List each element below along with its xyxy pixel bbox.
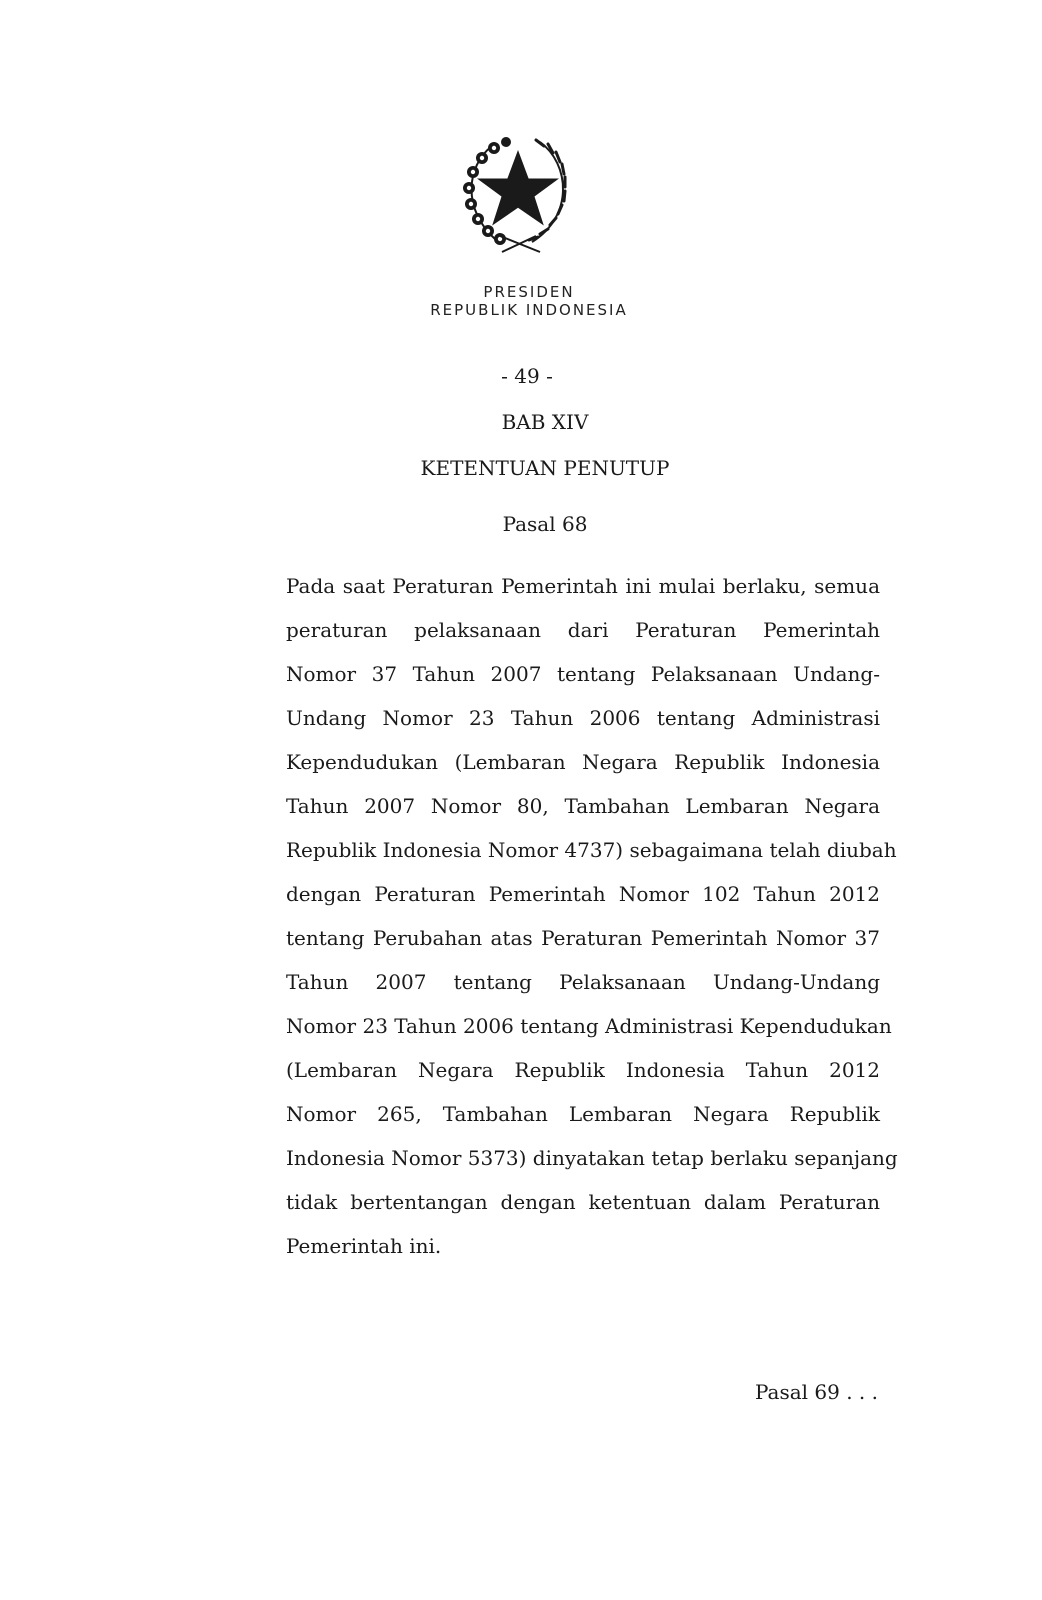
header-country: REPUBLIK INDONESIA [430, 301, 628, 319]
body-line: (Lembaran Negara Republik Indonesia Tahun 2012 [286, 1058, 880, 1082]
body-line: Nomor 23 Tahun 2006 tentang Administrasi Kependudukan [286, 1014, 892, 1038]
chapter-title: KETENTUAN PENUTUP [420, 456, 670, 480]
header-office: PRESIDEN [483, 283, 575, 301]
body-line-last: Pemerintah ini. [286, 1234, 442, 1258]
body-line: Tahun 2007 Nomor 80, Tambahan Lembaran Negara [286, 794, 880, 818]
body-line: peraturan pelaksanaan dari Peraturan Pemerintah [286, 618, 880, 642]
chapter-number: BAB XIV [501, 410, 589, 434]
body-line: Nomor 37 Tahun 2007 tentang Pelaksanaan Undang- [286, 662, 880, 686]
article-title: Pasal 68 [502, 512, 588, 536]
body-line: Undang Nomor 23 Tahun 2006 tentang Administrasi [286, 706, 880, 730]
body-line: Republik Indonesia Nomor 4737) sebagaimana telah diubah [286, 838, 897, 862]
article-body [286, 568, 898, 1272]
body-line: Nomor 265, Tambahan Lembaran Negara Republik [286, 1102, 880, 1126]
body-line: Pada saat Peraturan Pemerintah ini mulai berlaku, semua [286, 574, 880, 598]
body-line: tentang Perubahan atas Peraturan Pemerintah Nomor 37 [286, 926, 880, 950]
body-line: tidak bertentangan dengan ketentuan dalam Peraturan [286, 1190, 880, 1214]
body-line: Tahun 2007 tentang Pelaksanaan Undang-Undang [286, 970, 880, 994]
body-line: dengan Peraturan Pemerintah Nomor 102 Tahun 2012 [286, 882, 880, 906]
emblem-svg [452, 128, 584, 260]
catchword-next-article: Pasal 69 . . . [754, 1380, 878, 1404]
page-number: - 49 - [501, 364, 553, 388]
body-line: Indonesia Nomor 5373) dinyatakan tetap berlaku sepanjang [286, 1146, 898, 1170]
presidential-emblem-icon [452, 128, 584, 260]
body-line: Kependudukan (Lembaran Negara Republik Indonesia [286, 750, 880, 774]
